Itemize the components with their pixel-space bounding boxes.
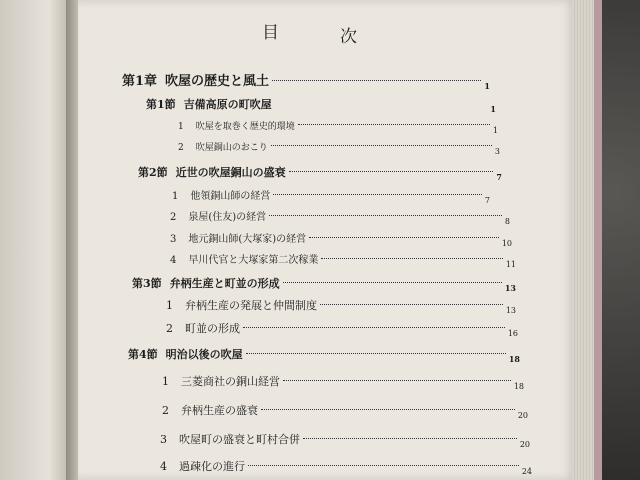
book-cover-edge [594,0,602,480]
toc-entry-chapter [122,70,490,89]
leader-dots [248,465,519,466]
entry-page: 3 [494,147,500,156]
toc-entry-item [162,402,528,418]
leader-dots [320,304,503,305]
entry-page: 13 [504,283,516,293]
entry-number: 3 [170,234,177,245]
leader-dots [243,327,505,328]
entry-label: 早川代官と大塚家第二次稼業 [188,255,319,266]
entry-number: 3 [160,433,167,446]
entry-label: 近世の吹屋銅山の盛衰 [175,166,286,179]
entry-number: 1 [166,299,173,312]
entry-number: 2 [166,322,173,335]
toc-entry-item [170,208,510,226]
entry-label: 吹屋の歴史と風土 [165,74,270,89]
toc-entry-item [170,230,512,248]
toc-entry-item [166,320,518,336]
entry-number: 2 [178,143,184,153]
leader-dots [283,282,502,283]
toc-entry-item [160,431,530,447]
toc-entry-section [132,275,516,291]
previous-page-edge [0,0,70,480]
toc-entry-item [178,140,500,156]
entry-label: 弁柄生産の盛衰 [181,404,258,417]
entry-number: 1 [172,191,179,202]
entry-label: 吉備高原の町吹屋 [183,98,272,111]
toc-entry-item [160,458,532,474]
toc-entry-item [172,187,490,205]
entry-number: 第3節 [132,277,162,290]
leader-dots [303,438,517,439]
entry-number: 第4節 [128,348,158,361]
entry-label: 吹屋を取巻く歴史的環境 [195,122,295,132]
entry-number: 2 [162,404,169,417]
entry-page: 7 [484,196,490,205]
leader-dots [269,215,502,216]
entry-number: 第1章 [122,74,158,89]
leader-dots [283,380,511,381]
leader-dots [272,80,481,81]
leader-dots [246,353,506,354]
entry-page: 1 [490,104,496,114]
entry-page: 11 [505,260,516,269]
page-stack-edge [572,0,596,480]
entry-number: 第2節 [138,166,168,179]
entry-page: 8 [504,217,510,226]
entry-page: 1 [492,126,498,135]
table-surface [602,0,640,480]
leader-dots [321,258,502,259]
entry-label: 弁柄生産と町並の形成 [169,277,280,290]
toc-entry-section [138,164,502,180]
toc-title [262,18,382,46]
entry-number: 2 [170,212,177,223]
leader-dots [309,237,499,238]
toc-entry-item [162,373,524,389]
entry-label: 泉屋(住友)の経営 [188,212,267,223]
toc-entry-section [128,346,520,362]
leader-dots [271,145,492,146]
toc-entry-item [178,119,498,135]
entry-label: 過疎化の進行 [179,460,245,473]
entry-label: 吹屋町の盛衰と町村合併 [179,433,300,446]
entry-page: 16 [507,329,518,338]
leader-dots [289,171,494,172]
toc-entry-item [170,251,516,269]
leader-dots [261,409,515,410]
entry-number: 4 [160,460,167,473]
entry-number: 4 [170,255,177,266]
entry-page: 18 [513,382,524,391]
entry-number: 1 [178,122,184,132]
entry-label: 吹屋銅山のおこり [195,143,268,153]
entry-label: 明治以後の吹屋 [165,348,243,361]
entry-page: 7 [496,172,502,182]
entry-label: 町並の形成 [185,322,240,335]
toc-entry-section [146,96,496,112]
entry-label: 弁柄生産の発展と仲間制度 [185,299,317,312]
entry-page: 20 [517,411,528,420]
toc-entry-item [166,297,516,313]
leader-dots [273,194,482,195]
entry-page: 24 [521,467,532,476]
entry-page: 20 [519,440,530,449]
toc-title-left: 目 [262,23,279,43]
entry-page: 13 [505,306,516,315]
entry-page: 18 [508,354,520,364]
entry-page: 10 [501,239,512,248]
entry-label: 他領銅山師の経営 [190,191,271,202]
entry-label: 地元銅山師(大塚家)の経営 [188,234,307,245]
entry-number: 1 [162,375,169,388]
toc-title-right: 次 [340,27,357,47]
entry-number: 第1節 [146,98,176,111]
leader-dots [298,124,490,125]
leader-dots [275,103,488,104]
entry-page: 1 [484,81,490,91]
entry-label: 三菱商社の銅山経営 [181,375,280,388]
